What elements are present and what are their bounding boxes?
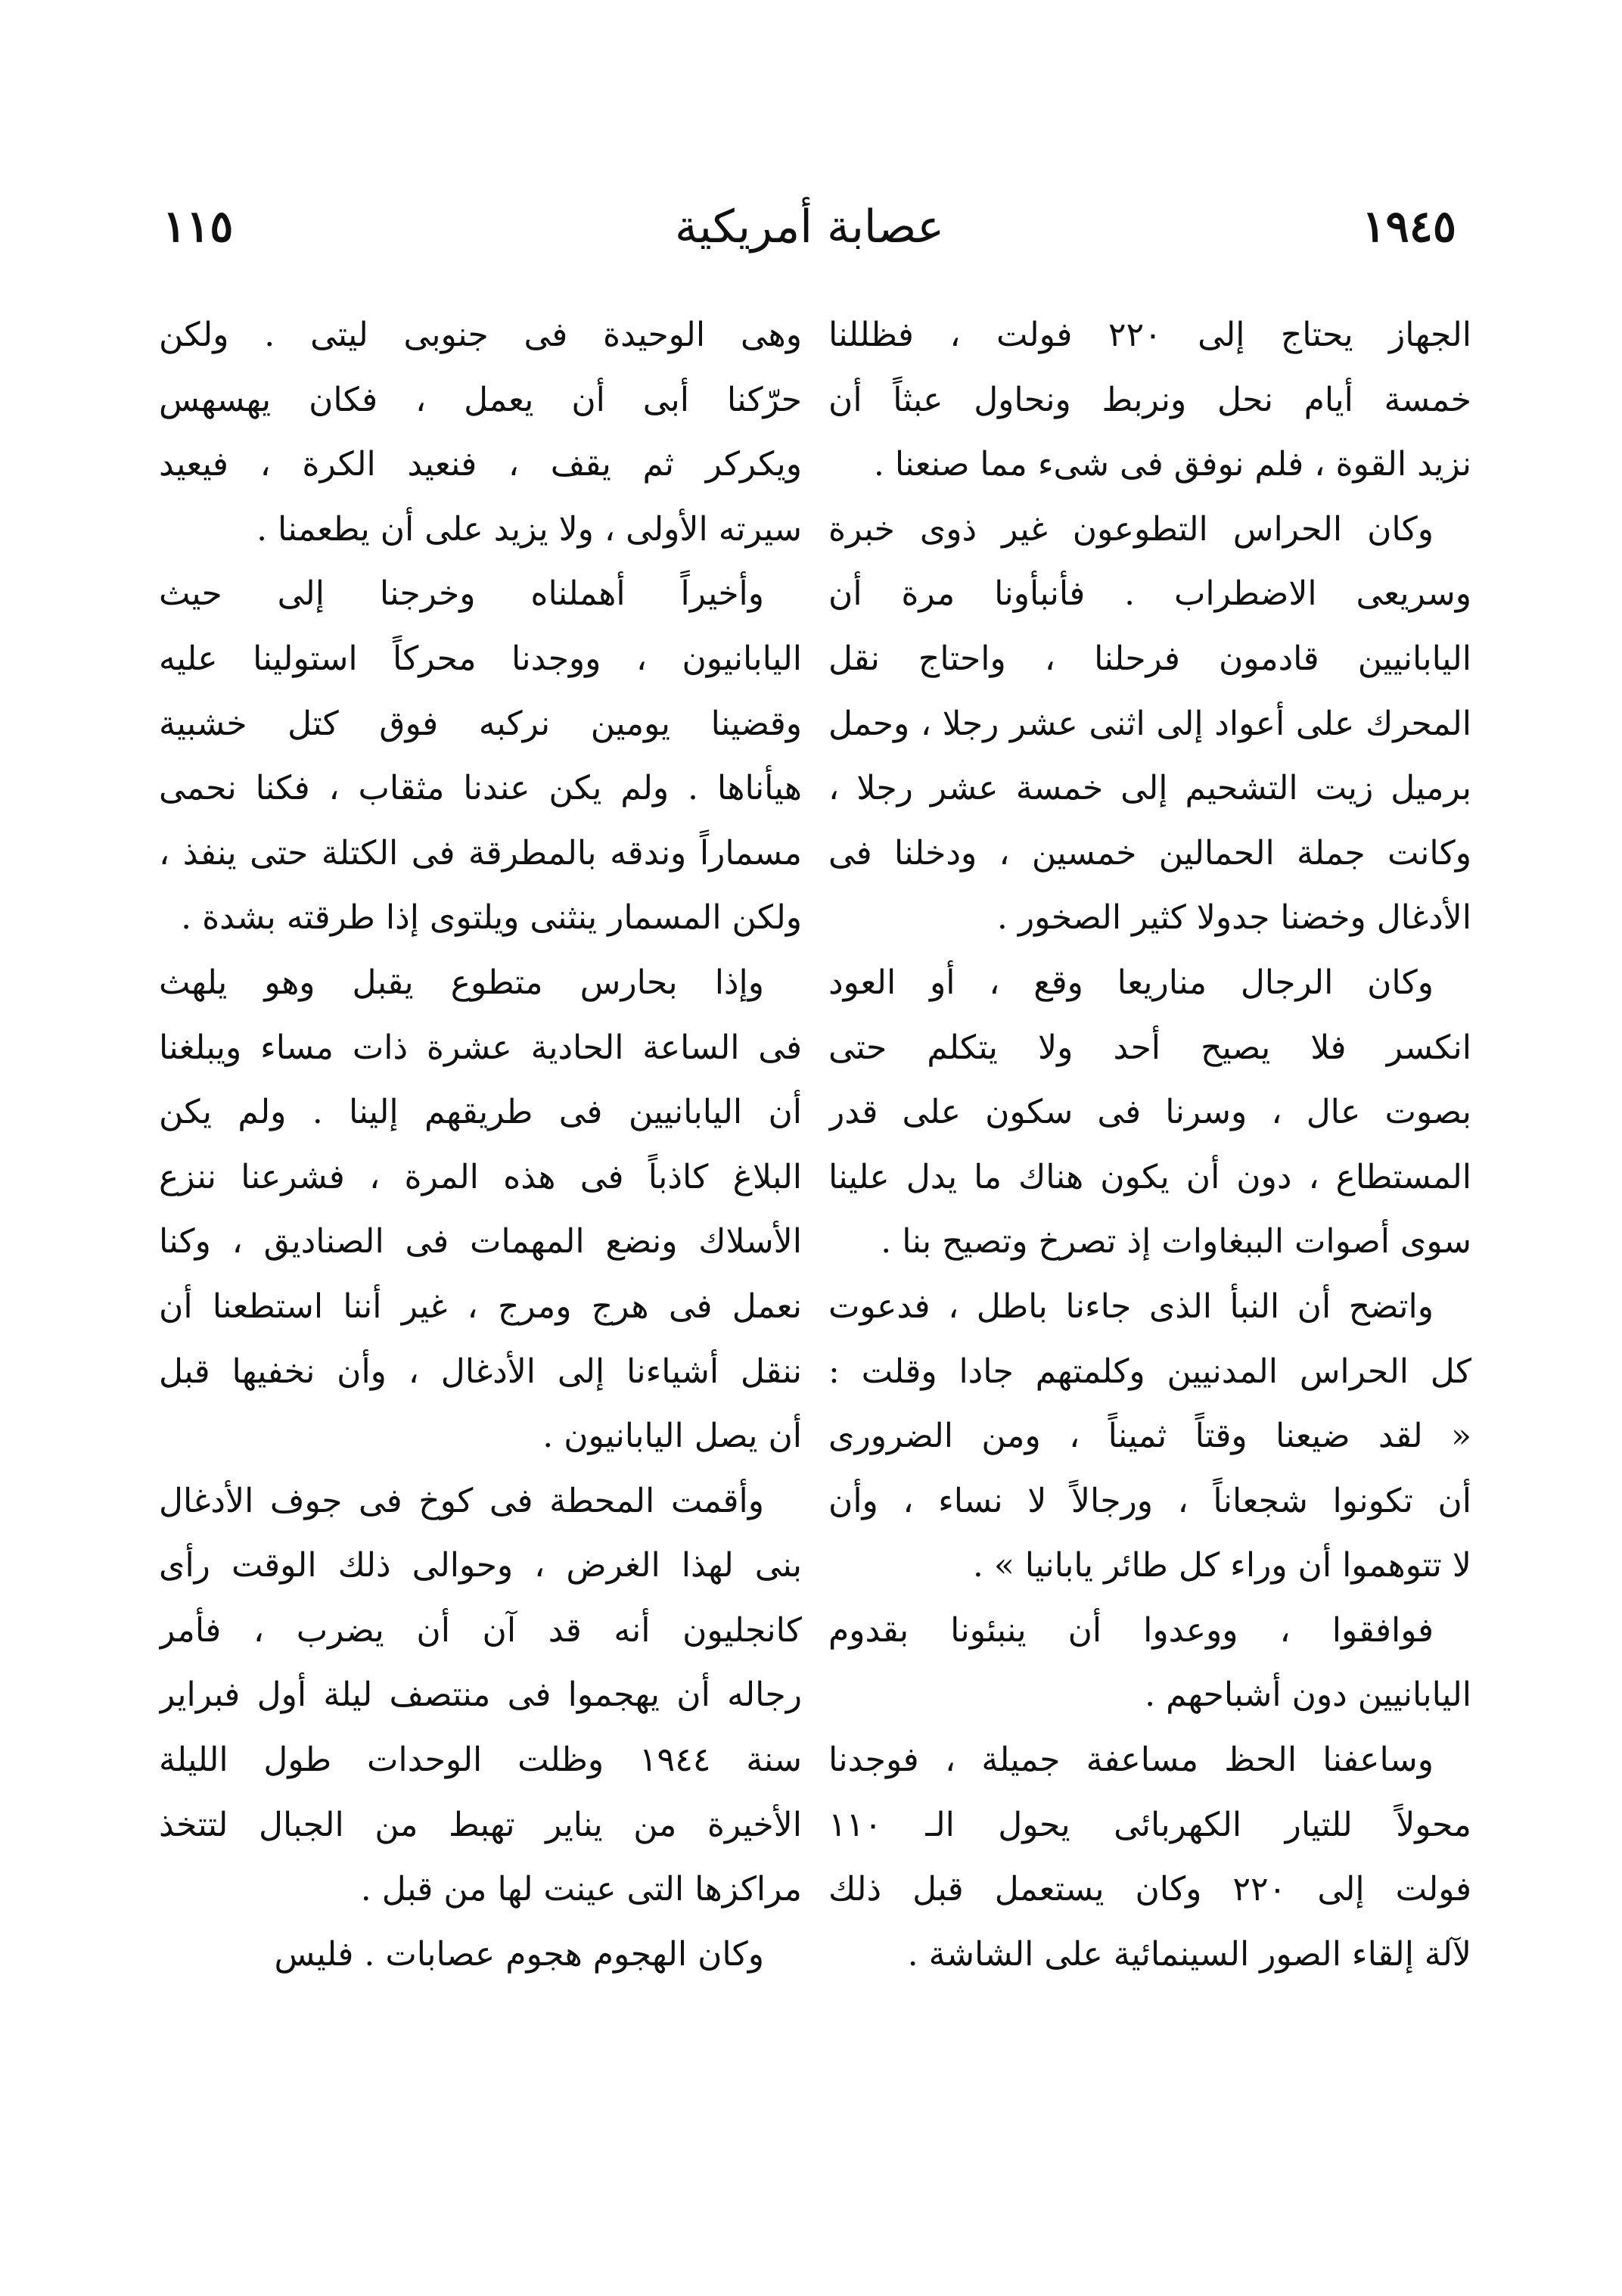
text-line: فى الساعة الحادية عشرة ذات مساء ويبلغنا <box>159 1028 802 1067</box>
text-line: وكان الحراس التطوعون غير ذوى خبرة <box>828 509 1434 549</box>
text-line: سنة ١٩٤٤ وظلت الوحدات طول الليلة <box>159 1741 802 1780</box>
text-line: لا تتوهموا أن وراء كل طائر يابانيا » . <box>972 1546 1471 1585</box>
page-header <box>144 201 1475 284</box>
text-line: وسريعى الاضطراب . فأنبأونا مرة أن <box>828 574 1471 614</box>
text-line: أن تكونوا شجعاناً ، ورجالاً لا نساء ، وأن <box>828 1481 1471 1520</box>
text-line: البلاغ كاذباً فى هذه المرة ، فشرعنا ننزع <box>159 1157 802 1196</box>
text-line: أن اليابانيين فى طريقهم إلينا . ولم يكن <box>159 1093 802 1132</box>
text-line: وأخيراً أهملناه وخرجنا إلى حيث <box>159 574 764 614</box>
text-line: هيأناها . ولم يكن عندنا مثقاب ، فكنا نحمى <box>159 769 802 808</box>
text-line: واتضح أن النبأ الذى جاءنا باطل ، فدعوت <box>828 1286 1434 1326</box>
text-line: وهى الوحيدة فى جنوبى ليتى . ولكن <box>159 316 802 354</box>
text-line: ويكركر ثم يقف ، فنعيد الكرة ، فيعيد <box>159 445 802 484</box>
text-line: ننقل أشياءنا إلى الأدغال ، وأن نخفيها قبل <box>159 1352 802 1391</box>
text-line: مسماراً وندقه بالمطرقة فى الكتلة حتى ينفذ ، <box>159 833 802 873</box>
text-line: الأدغال وخضنا جدولا كثير الصخور . <box>996 898 1471 938</box>
header-year: ١٩٤٥ <box>1362 201 1456 252</box>
text-line: سيرته الأولى ، ولا يزيد على أن يطعمنا . <box>256 509 802 549</box>
text-line: وساعفنا الحظ مساعفة جميلة ، فوجدنا <box>828 1741 1434 1780</box>
text-line: بصوت عال ، وسرنا فى سكون على قدر <box>828 1093 1471 1132</box>
text-line: ولكن المسمار ينثنى ويلتوى إذا طرقته بشدة . <box>181 898 802 938</box>
text-line: برميل زيت التشحيم إلى خمسة عشر رجلا ، <box>828 769 1471 808</box>
text-line: المحرك على أعواد إلى اثنى عشر رجلا ، وحمل <box>828 704 1471 743</box>
right-column <box>828 303 1471 1986</box>
text-line: فولت إلى ٢٢٠ وكان يستعمل قبل ذلك <box>828 1870 1471 1909</box>
text-line: الأخيرة من يناير تهبط من الجبال لتتخذ <box>159 1805 802 1844</box>
text-line: اليابانيين دون أشباحهم . <box>1145 1675 1471 1715</box>
text-line: بنى لهذا الغرض ، وحوالى ذلك الوقت رأى <box>159 1546 802 1585</box>
text-line: أن يصل اليابانيون . <box>542 1417 802 1456</box>
text-line: وقضينا يومين نركبه فوق كتل خشبية <box>159 704 802 743</box>
text-line: اليابانيين قادمون فرحلنا ، واحتاج نقل <box>828 639 1471 678</box>
text-line: نزيد القوة ، فلم نوفق فى شىء مما صنعنا . <box>873 445 1471 484</box>
left-column <box>159 303 802 1986</box>
text-line: خمسة أيام نحل ونربط ونحاول عبثاً أن <box>828 380 1471 419</box>
page-number: ١١٥ <box>163 201 234 252</box>
text-line: كل الحراس المدنيين وكلمتهم جادا وقلت : <box>828 1352 1471 1391</box>
text-line: « لقد ضيعنا وقتاً ثميناً ، ومن الضرورى <box>828 1417 1471 1456</box>
running-title: عصابة أمريكية <box>674 201 945 254</box>
text-line: الجهاز يحتاج إلى ٢٢٠ فولت ، فظللنا <box>828 316 1471 354</box>
text-line: حرّكنا أبى أن يعمل ، فكان يهسهس <box>159 380 802 419</box>
text-line: نعمل فى هرج ومرج ، غير أننا استطعنا أن <box>159 1286 802 1326</box>
text-line: رجاله أن يهجموا فى منتصف ليلة أول فبراير <box>159 1675 802 1715</box>
text-line: وأقمت المحطة فى كوخ فى جوف الأدغال <box>159 1481 764 1520</box>
text-line: لآلة إلقاء الصور السينمائية على الشاشة . <box>907 1934 1471 1974</box>
text-line: مراكزها التى عينت لها من قبل . <box>360 1870 802 1909</box>
text-line: اليابانيون ، ووجدنا محركاً استولينا عليه <box>159 639 802 678</box>
text-line: محولاً للتيار الكهربائى يحول الـ ١١٠ <box>828 1805 1471 1844</box>
text-line: وإذا بحارس متطوع يقبل وهو يلهث <box>159 963 764 1002</box>
text-line: المستطاع ، دون أن يكون هناك ما يدل علينا <box>828 1157 1471 1196</box>
text-line: انكسر فلا يصيح أحد ولا يتكلم حتى <box>828 1028 1471 1067</box>
text-line: وكانت جملة الحمالين خمسين ، ودخلنا فى <box>828 833 1471 873</box>
text-line: الأسلاك ونضع المهمات فى الصناديق ، وكنا <box>159 1222 802 1262</box>
text-line: كانجليون أنه قد آن أن يضرب ، فأمر <box>159 1610 802 1650</box>
text-line: سوى أصوات الببغاوات إذ تصرخ وتصيح بنا . <box>881 1222 1471 1262</box>
text-line: وكان الرجال مناريعا وقع ، أو العود <box>828 963 1434 1002</box>
text-line: فوافقوا ، ووعدوا أن ينبئونا بقدوم <box>828 1610 1434 1650</box>
text-line: وكان الهجوم هجوم عصابات . فليس <box>274 1934 764 1974</box>
